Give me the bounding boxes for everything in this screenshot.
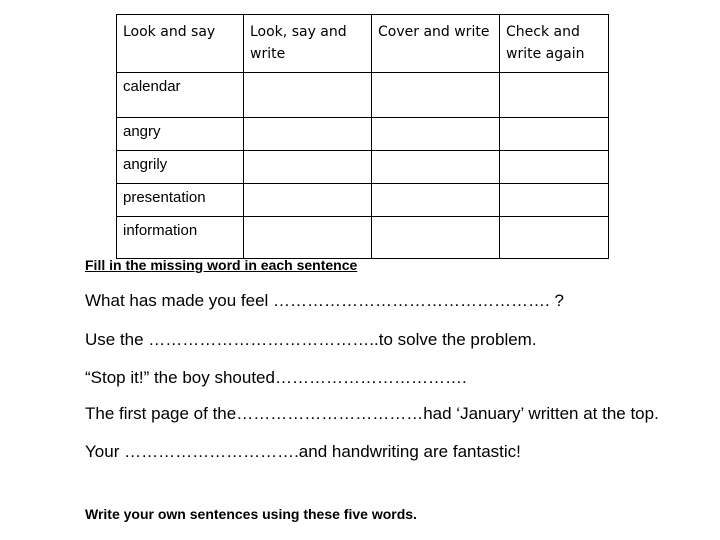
header-look-and-say: Look and say — [117, 15, 244, 73]
write-cell[interactable] — [372, 217, 500, 259]
word-cell: information — [117, 217, 244, 259]
word-cell: angry — [117, 118, 244, 151]
write-cell[interactable] — [500, 73, 609, 118]
sentence-5: Your ………………………….and handwriting are fantastic! — [85, 442, 521, 461]
write-cell[interactable] — [372, 151, 500, 184]
word-cell: presentation — [117, 184, 244, 217]
write-own-sentences-instruction: Write your own sentences using these five words. — [85, 506, 417, 522]
spelling-practice-table — [116, 14, 609, 259]
header-check-and-write-again: Check and write again — [500, 15, 609, 73]
sentence-2: Use the …………………………………..to solve the problem. — [85, 330, 537, 349]
write-cell[interactable] — [372, 118, 500, 151]
write-cell[interactable] — [500, 217, 609, 259]
write-cell[interactable] — [244, 184, 372, 217]
header-look-say-write: Look, say and write — [244, 15, 372, 73]
table-row — [117, 151, 609, 184]
write-cell[interactable] — [372, 73, 500, 118]
table-header-row — [117, 15, 609, 73]
write-cell[interactable] — [244, 73, 372, 118]
sentence-3: “Stop it!” the boy shouted……………………………. — [85, 368, 467, 387]
write-cell[interactable] — [500, 151, 609, 184]
header-cover-and-write: Cover and write — [372, 15, 500, 73]
write-cell[interactable] — [244, 217, 372, 259]
word-cell: calendar — [117, 73, 244, 118]
write-cell[interactable] — [500, 118, 609, 151]
fill-in-instruction: Fill in the missing word in each sentence — [85, 257, 358, 273]
sentence-1: What has made you feel …………………………………………. ? — [85, 291, 564, 310]
table-row — [117, 118, 609, 151]
write-cell[interactable] — [372, 184, 500, 217]
write-cell[interactable] — [500, 184, 609, 217]
sentence-4: The first page of the……………………………had ‘January’ written at the top. — [85, 404, 659, 423]
table-row — [117, 73, 609, 118]
write-cell[interactable] — [244, 118, 372, 151]
word-cell: angrily — [117, 151, 244, 184]
table-row — [117, 217, 609, 259]
table-row — [117, 184, 609, 217]
write-cell[interactable] — [244, 151, 372, 184]
